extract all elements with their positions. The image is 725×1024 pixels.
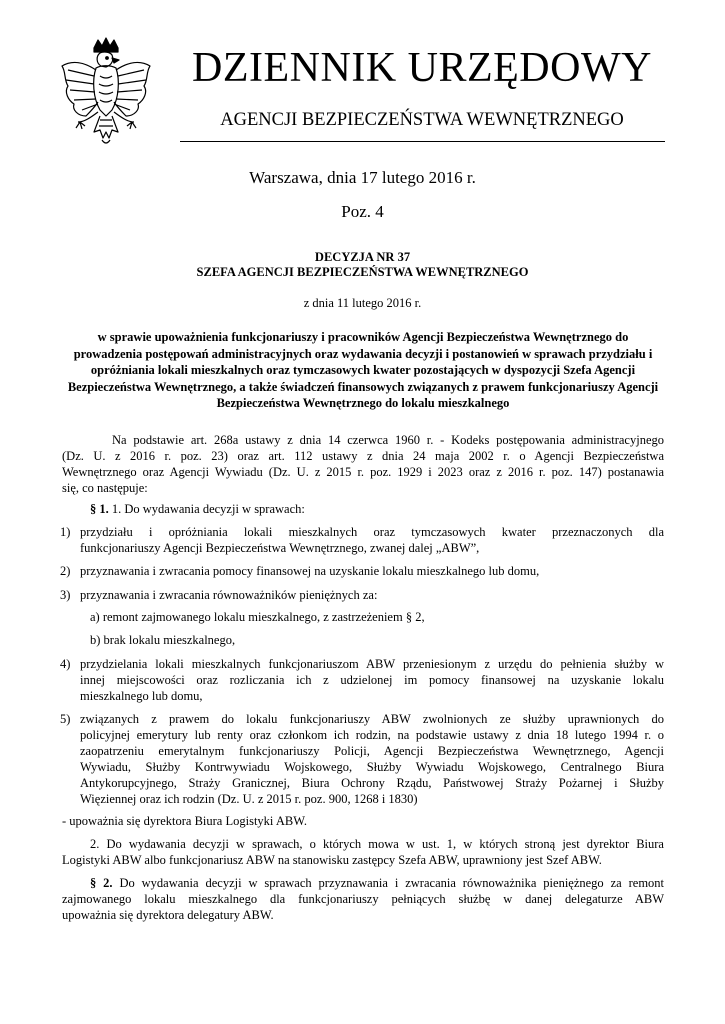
item-text-line: Wywiadu, Służby Kontrwywiadu Wojskowego, Służby Wywiadu Wojskowego, Centralnego Biura bbox=[80, 760, 664, 774]
item-number: 1) bbox=[60, 525, 71, 539]
agency-title: AGENCJI BEZPIECZEŃSTWA WEWNĘTRZNEGO bbox=[220, 110, 624, 130]
section-1-intro-text: 1. Do wydawania decyzji w sprawach: bbox=[111, 502, 305, 516]
item-text-line: przydzielania lokali mieszkalnych funkcjonariuszom ABW przeniesionym z urzędu do pełnienia służby w bbox=[80, 657, 664, 671]
item-text-line: przydziału i opróżniania lokali mieszkalnych oraz tymczasowych kwater przeznaczonych dla bbox=[80, 525, 664, 539]
item-text-line: mieszkalnego lub domu, bbox=[80, 689, 203, 703]
paragraph-line: upoważnia się dyrektora delegatury ABW. bbox=[62, 908, 274, 922]
item-text-line: innej miejscowości oraz rozliczania ich z udzielonej im pomocy finansowej na uzyskanie lokalu bbox=[80, 673, 664, 687]
decision-issuer: SZEFA AGENCJI BEZPIECZEŃSTWA WEWNĘTRZNEGO bbox=[196, 265, 529, 279]
authorization-clause: - upoważnia się dyrektora Biura Logistyki ABW. bbox=[62, 814, 307, 828]
item-number: 4) bbox=[60, 657, 71, 671]
journal-title: DZIENNIK URZĘDOWY bbox=[192, 45, 652, 91]
section-2-mark: § 2. bbox=[90, 876, 113, 890]
decision-date: z dnia 11 lutego 2016 r. bbox=[303, 296, 422, 310]
item-number: 2) bbox=[60, 564, 71, 578]
position-number: Poz. 4 bbox=[341, 202, 384, 221]
preamble-line: Wewnętrznego oraz Agencji Wywiadu (Dz. U. z 2015 r. poz. 1929 i 2023 oraz z 2016 r. poz. 147) postanawia bbox=[62, 465, 664, 479]
item-text-line: zaopatrzeniu emerytalnym funkcjonariuszy Policji, Agencji Bezpieczeństwa Wewnętrznego, Agencji bbox=[80, 744, 664, 758]
item-text-line: Więziennej oraz ich rodzin (Dz. U. z 2015 r. poz. 900, 1268 i 1830) bbox=[80, 792, 418, 806]
item-text-line: związanych z prawem do lokalu funkcjonariuszy ABW zwolnionych ze służby uprawnionych do bbox=[80, 712, 664, 726]
sub-item: b) brak lokalu mieszkalnego, bbox=[90, 633, 236, 647]
place-and-date: Warszawa, dnia 17 lutego 2016 r. bbox=[249, 168, 476, 187]
sub-item: a) remont zajmowanego lokalu mieszkalnego, z zastrzeżeniem § 2, bbox=[90, 610, 425, 624]
section-2-text: Do wydawania decyzji w sprawach przyznawania i zwracania równoważnika pieniężnego za remont bbox=[119, 876, 665, 890]
section-1-intro bbox=[90, 502, 305, 517]
item-number: 5) bbox=[60, 712, 71, 726]
decision-subject: w sprawie upoważnienia funkcjonariuszy i pracowników Agencji Bezpieczeństwa Wewnętrznego do prowadzenia postępowań administracyjnych oraz wydawania decyzji i postanowień w sprawach przydziału i opróżniania lokali mieszkalnych oraz tymczasowych kwater pozostających w dyspozycji Szefa Agencji Bezpieczeństwa Wewnętrznego, a także świadczeń finansowych związanych z prawem funkcjonariuszy Agencji Bezpieczeństwa Wewnętrznego do lokalu mieszkalnego bbox=[67, 330, 659, 410]
polish-eagle-emblem-icon bbox=[56, 36, 156, 158]
section-2-first-line bbox=[90, 876, 664, 891]
paragraph-line: 2. Do wydawania decyzji w sprawach, o których mowa w ust. 1, w których stroną jest dyrektor Biura bbox=[90, 837, 664, 851]
preamble-line: (Dz. U. z 2016 r. poz. 23) oraz art. 112 ustawy z dnia 24 maja 2002 r. o Agencji Bezpieczeństwa bbox=[62, 449, 664, 463]
section-1-mark: § 1. bbox=[90, 502, 109, 516]
item-text-line: przyznawania i zwracania pomocy finansowej na uzyskanie lokalu mieszkalnego lub domu, bbox=[80, 564, 540, 578]
item-text-line: przyznawania i zwracania równoważników pieniężnych za: bbox=[80, 588, 378, 602]
preamble-line: się, co następuje: bbox=[62, 481, 148, 495]
item-number: 3) bbox=[60, 588, 71, 602]
item-text-line: funkcjonariuszy Agencji Bezpieczeństwa Wewnętrznego, zwanej dalej „ABW”, bbox=[80, 541, 480, 555]
decision-number: DECYZJA NR 37 bbox=[314, 250, 411, 264]
paragraph-line: Logistyki ABW albo funkcjonariusz ABW na stanowisku zastępcy Szefa ABW, uprawniony jest Szef ABW. bbox=[62, 853, 602, 867]
paragraph-line: zajmowanego lokalu mieszkalnego dla funkcjonariuszy pełniących służbę w danej delegaturze ABW bbox=[62, 892, 664, 906]
preamble-line: Na podstawie art. 268a ustawy z dnia 14 czerwca 1960 r. - Kodeks postępowania administracyjnego bbox=[112, 433, 664, 447]
header-divider bbox=[180, 141, 665, 142]
item-text-line: Antykorupcyjnego, Straży Granicznej, Biura Ochrony Rządu, Państwowej Straży Pożarnej i Służby bbox=[80, 776, 664, 790]
item-text-line: policyjnej emerytury lub renty oraz członkom ich rodzin, na podstawie ustawy z dnia 18 lutego 1994 r. o bbox=[80, 728, 664, 742]
